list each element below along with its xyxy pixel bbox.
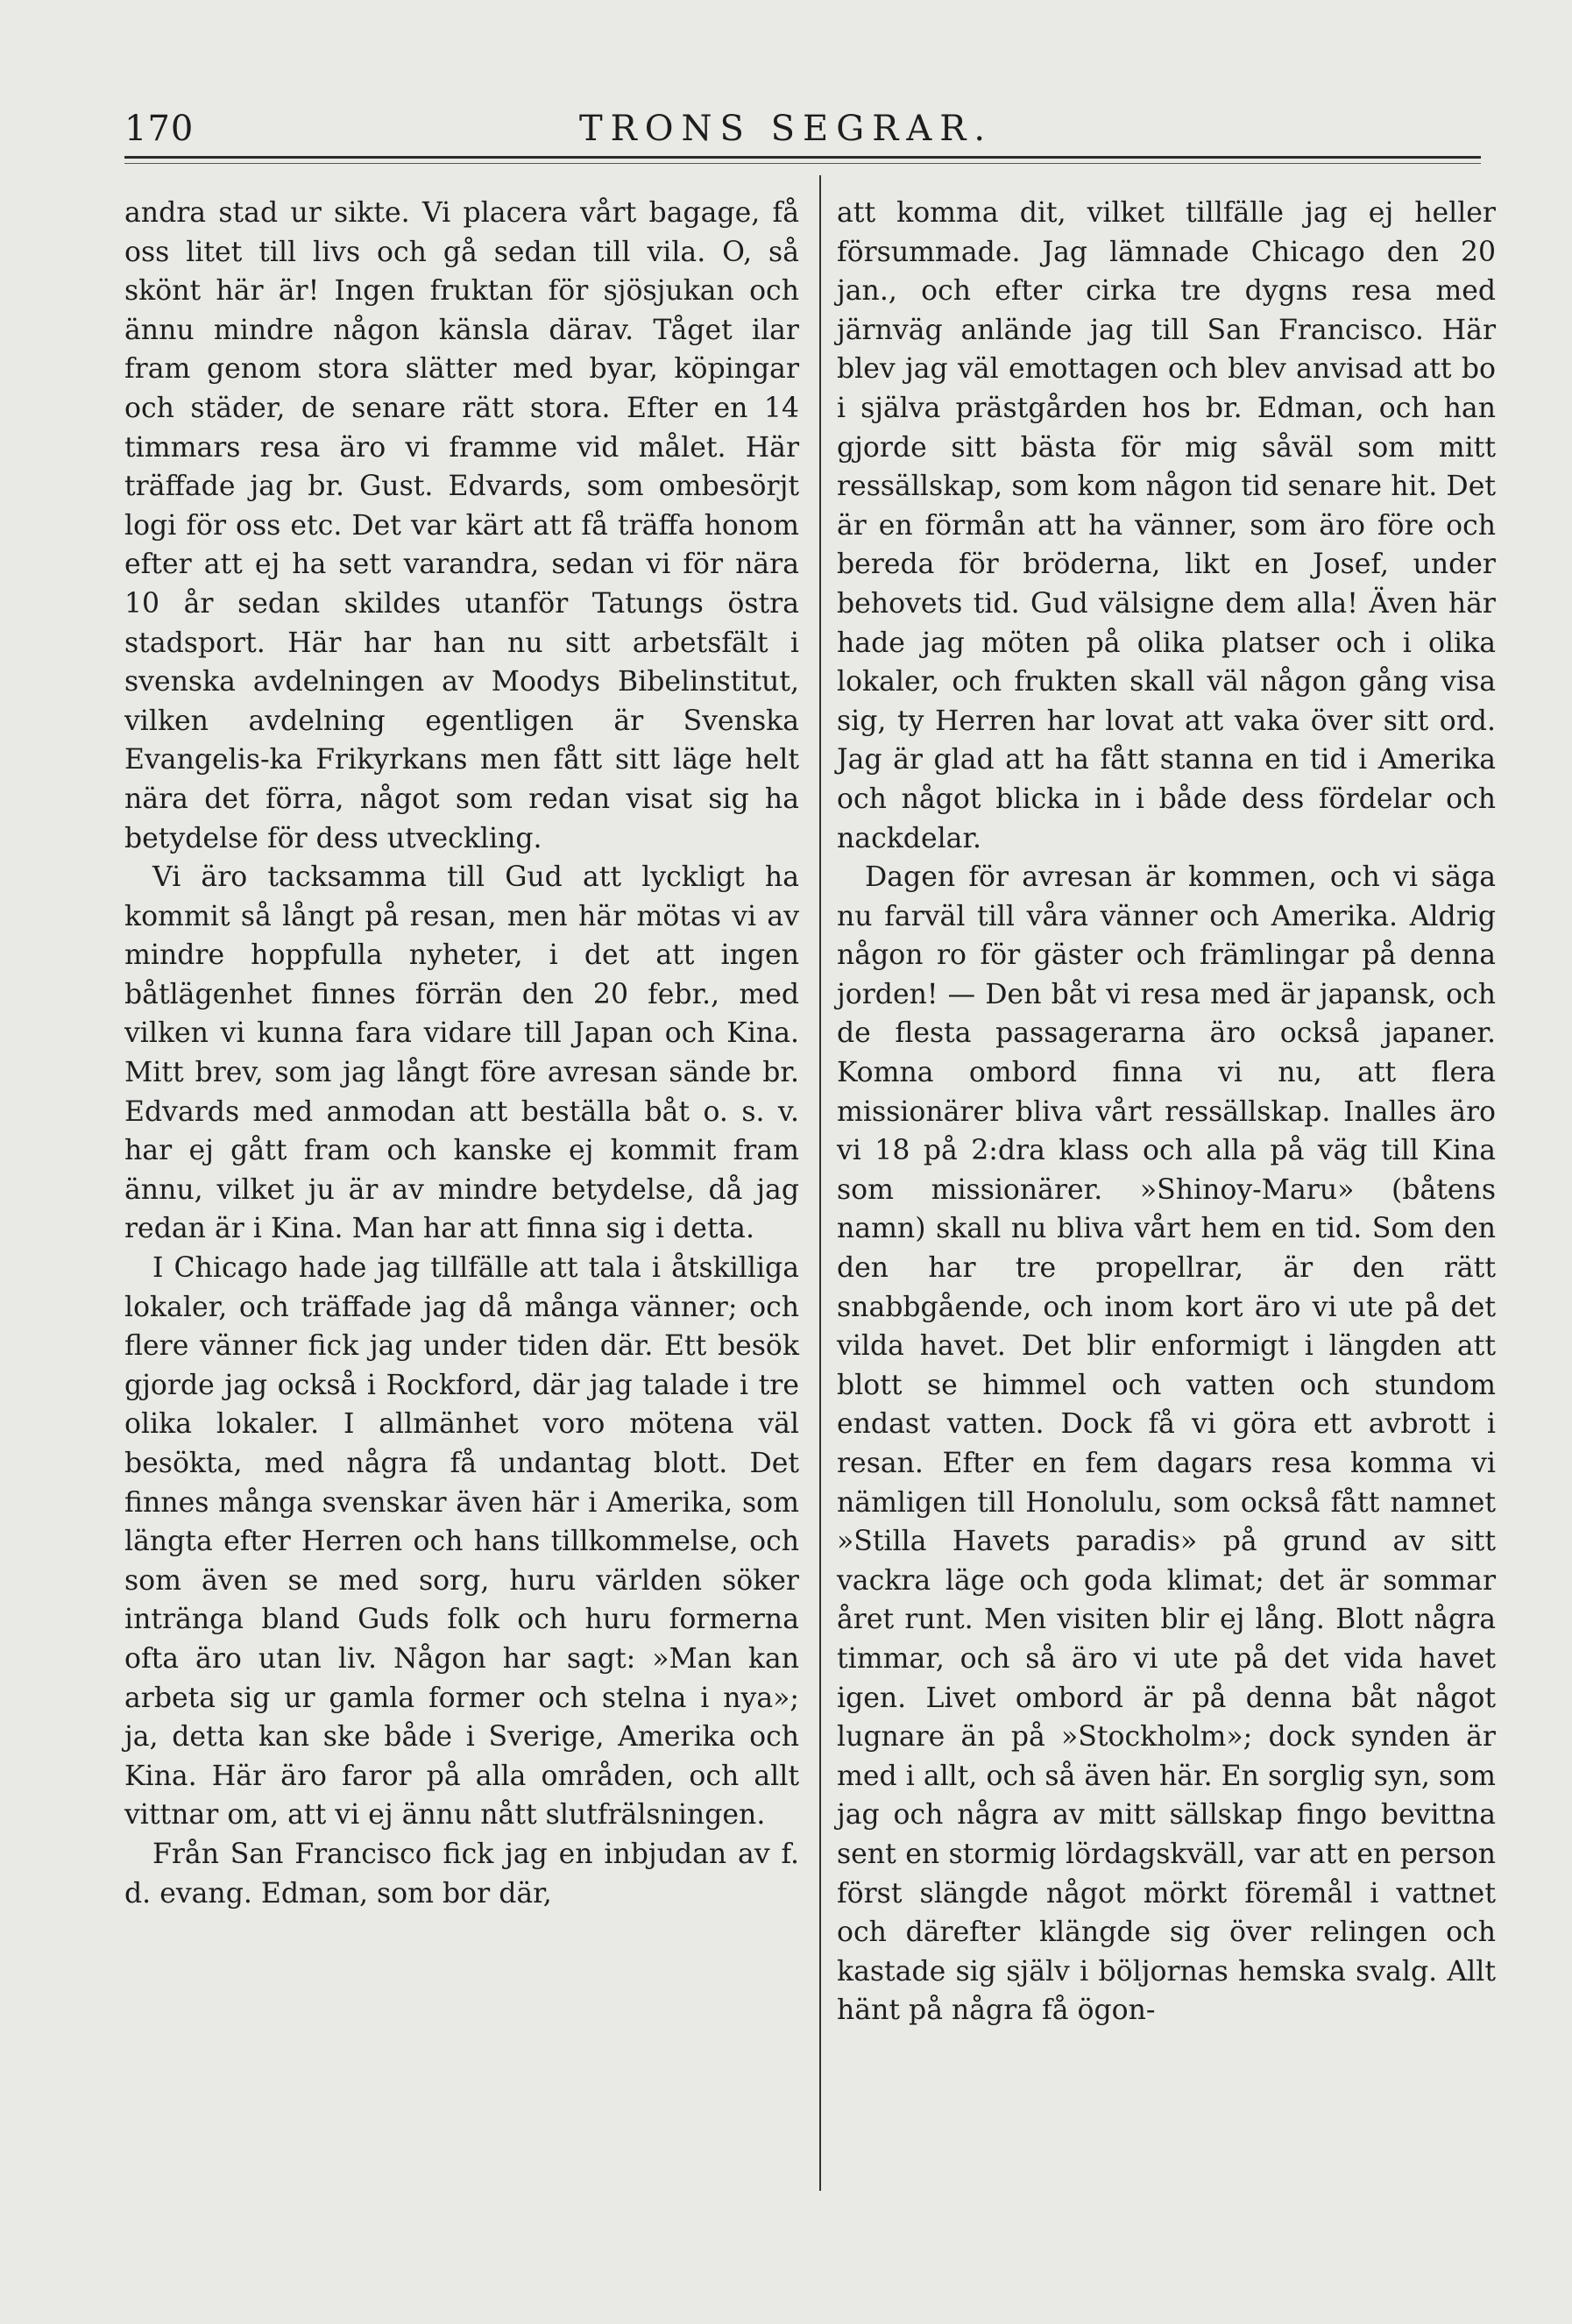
left-column	[124, 194, 799, 1913]
right-paragraph-1: att komma dit, vilket tillfälle jag ej heller försummade. Jag lämnade Chicago den 20 jan., och efter cirka tre dygns resa med järnväg anlände jag till San Francisco. Här blev jag väl emottagen och blev anvisad att bo i själva prästgården hos br. Edman, och han gjorde sitt bästa för mig såväl som mitt ressällskap, som kom någon tid senare hit. Det är en förmån att ha vänner, som äro före och bereda för bröderna, likt en Josef, under behovets tid. Gud välsigne dem alla! Även här hade jag möten på olika platser och i olika lokaler, och frukten skall väl någon gång visa sig, ty Herren har lovat att vaka över sitt ord. Jag är glad att ha fått stanna en tid i Amerika och något blicka in i både dess fördelar och nackdelar.	[837, 197, 1496, 854]
page-number: 170	[124, 109, 195, 149]
column-divider	[819, 175, 821, 2191]
left-paragraph-2: Vi äro tacksamma till Gud att lyckligt ha kommit så långt på resan, men här mötas vi av mindre hoppfulla nyheter, i det att ingen båtlägenhet finnes förrän den 20 febr., med vilken vi kunna fara vidare till Japan och Kina. Mitt brev, som jag långt före avresan sände br. Edvards med anmodan att beställa båt o. s. v. har ej gått fram och kanske ej kommit fram ännu, vilket ju är av mindre betydelse, då jag redan är i Kina. Man har att finna sig i detta.	[124, 861, 799, 1245]
right-paragraph-2: Dagen för avresan är kommen, och vi säga nu farväl till våra vänner och Amerika. Aldrig någon ro för gäster och främlingar på denna jorden! — Den båt vi resa med är japansk, och de flesta passagerarna äro också japaner. Komna ombord finna vi nu, att flera missionärer bliva vårt ressällskap. Inalles äro vi 18 på 2:dra klass och alla på väg till Kina som missionärer. »Shinoy-Maru» (båtens namn) skall nu bliva vårt hem en tid. Som den den har tre propellrar, är den rätt snabbgående, och inom kort äro vi ute på det vilda havet. Det blir enformigt i längden att blott se himmel och vatten och stundom endast vatten. Dock få vi göra ett avbrott i resan. Efter en fem dagars resa komma vi nämligen till Honolulu, som också fått namnet »Stilla Havets paradis» på grund av sitt vackra läge och goda klimat; det är sommar året runt. Men visiten blir ej lång. Blott några timmar, och så äro vi ute på det vida havet igen. Livet ombord är på denna båt något lugnare än på »Stockholm»; dock synden är med i allt, och så även här. En sorglig syn, som jag och några av mitt sällskap fingo bevittna sent en stormig lördagskväll, var att en person först slängde något mörkt föremål i vattnet och därefter klängde sig över relingen och kastade sig själv i böljornas hemska svalg. Allt hänt på några få ögon-	[837, 861, 1496, 2027]
left-paragraph-4: Från San Francisco fick jag en inbjudan av f. d. evang. Edman, som bor där,	[124, 1838, 799, 1910]
right-column	[837, 194, 1496, 2030]
left-paragraph-3: I Chicago hade jag tillfälle att tala i åtskilliga lokaler, och träffade jag då många vänner; och flere vänner fick jag under tiden där. Ett besök gjorde jag också i Rockford, där jag talade i tre olika lokaler. I allmänhet voro mötena väl besökta, med några få undantag blott. Det finnes många svenskar även här i Amerika, som längta efter Herren och hans tillkommelse, och som även se med sorg, huru världen söker intränga bland Guds folk och huru formerna ofta äro utan liv. Någon har sagt: »Man kan arbeta sig ur gamla former och stelna i nya»; ja, detta kan ske både i Sverige, Amerika och Kina. Här äro faror på alla områden, och allt vittnar om, att vi ej ännu nått slutfrälsningen.	[124, 1252, 799, 1832]
header-rule-thick	[124, 156, 1481, 159]
left-paragraph-1: andra stad ur sikte. Vi placera vårt bagage, få oss litet till livs och gå sedan till vila. O, så skönt här är! Ingen fruktan för sjösjukan och ännu mindre någon känsla därav. Tåget ilar fram genom stora slätter med byar, köpingar och städer, de senare rätt stora. Efter en 14 timmars resa äro vi framme vid målet. Här träffade jag br. Gust. Edvards, som ombesörjt logi för oss etc. Det var kärt att få träffa honom efter att ej ha sett varandra, sedan vi för nära 10 år sedan skildes utanför Tatungs östra stadsport. Här har han nu sitt arbetsfält i svenska avdelningen av Moodys Bibelinstitut, vilken avdelning egentligen är Svenska Evangelis-ka Frikyrkans men fått sitt läge helt nära det förra, något som redan visat sig ha betydelse för dess utveckling.	[124, 197, 799, 854]
running-title: TRONS SEGRAR.	[578, 109, 994, 149]
header-rule-thin	[124, 163, 1481, 164]
